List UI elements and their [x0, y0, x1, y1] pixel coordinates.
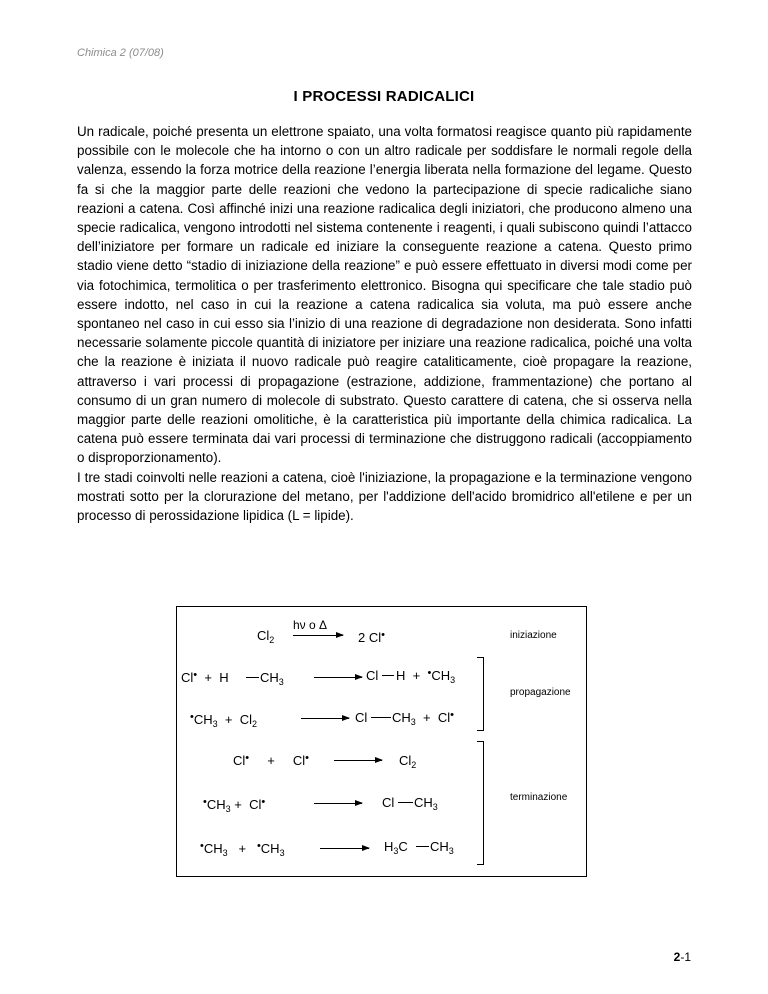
termination-product-cl2: $Cl_2$ [399, 753, 417, 770]
reactant-cl2: $Cl_2$ [257, 628, 275, 645]
label-propagation: propagazione [510, 687, 571, 698]
reaction-arrow [314, 677, 362, 678]
propagation-bracket [477, 657, 484, 731]
termination-reactants-3: $^•CH_3$ + $^•CH_3$ [200, 840, 285, 858]
reaction-arrow [320, 848, 369, 849]
paragraph: Un radicale, poiché presenta un elettrone spaiato, una volta formatosi reagisce quanto più rapidamente possibile con le molecole che ha intorno o con un altro radicale per soddisfare le normali regole della valenza, essendo la forza motrice della reazione l’energia liberata nella formazione del legame. Questo fa si che la maggior parte delle reazioni che vedono la partecipazione di specie radicaliche siano reazioni a catena. Così affinché inizi una reazione radicalica degli iniziatori, che producono almeno una specie radicalica, vengono introdotti nel sistema contenente i reagenti, i quali subiscono quindi l’attacco dell’iniziatore per formare un radicale ed iniziare la conseguente reazione a catena. Questo primo stadio viene detto “stadio di iniziazione della reazione” e può essere effettuato in diversi modi come per via fotochimica, termolitica o per trasferimento elettronico. Bisogna qui specificare che tale stadio può essere indotto, nel caso in cui la reazione a catena radicalica sia voluta, ma può essere anche spontaneo nel caso in cui esso sia l’inizio di una reazione di degradazione non desiderata. Sono infatti necessarie solamente piccole quantità di iniziatore per iniziare una reazione radicalica, poiché una volta che la reazione è iniziata il nuovo radicale può reagire cataliticamente, cioè propagare la reazione, attraverso i vari processi di propagazione (estrazione, addizione, frammentazione) che portano al consumo di un gran numero di molecole di substrato. Questo carattere di catena, che si osserva nella maggior parte delle reazioni omolitiche, è la caratteristica più importante della chimica radicalica. La catena può essere terminata dai vari processi di terminazione che distruggono radicali (accoppiamento o disproporzionamento). [77, 124, 692, 466]
termination-product-2-cl: Cl [382, 795, 395, 810]
page-title: I PROCESSI RADICALICI [293, 88, 475, 105]
ethane-h3c: $H_3C$ [384, 839, 408, 856]
reaction-arrow [301, 718, 349, 719]
product-2cl-radical: 2 Cl• [358, 629, 385, 645]
label-initiation: iniziazione [510, 630, 557, 641]
termination-product-2-ch3: $CH_3$ [414, 795, 438, 812]
bond-line [398, 802, 413, 803]
propagation-reactants-1: Cl• + H [181, 669, 229, 685]
methane-ch3: $CH_3$ [260, 670, 284, 687]
reaction-arrow [334, 760, 382, 761]
propagation-products-1: $H + ^•CH_3$ [396, 667, 456, 685]
chloromethane-cl: Cl [355, 710, 368, 725]
bond-line [246, 677, 259, 678]
bond-line [382, 675, 394, 676]
hcl-product: Cl [366, 668, 379, 683]
body-text [77, 122, 692, 525]
reaction-condition: hν o Δ [293, 618, 328, 632]
reaction-scheme [176, 606, 587, 877]
running-header: Chimica 2 (07/08) [77, 47, 164, 59]
bond-line [416, 846, 429, 847]
ethane-ch3: $CH_3$ [430, 839, 454, 856]
termination-reactants-2: $^•CH_3 + Cl^•$ [203, 796, 266, 814]
termination-reactants-1: Cl• + Cl• [233, 752, 309, 768]
reaction-arrow [293, 635, 343, 636]
bond-line [371, 717, 391, 718]
reaction-arrow [314, 803, 362, 804]
propagation-products-2: $CH_3 + Cl^•$ [392, 709, 454, 727]
propagation-reactants-2: $^•CH_3 + Cl_2$ [190, 711, 258, 729]
page-number: 2-1 [673, 950, 691, 964]
termination-bracket [477, 741, 484, 865]
paragraph: I tre stadi coinvolti nelle reazioni a catena, cioè l'iniziazione, la propagazione e la terminazione vengono mostrati sotto per la clorurazione del metano, per l'addizione dell'acido bromidrico all'etilene e per un processo di perossidazione lipidica (L = lipide). [77, 469, 692, 524]
label-termination: terminazione [510, 792, 568, 803]
